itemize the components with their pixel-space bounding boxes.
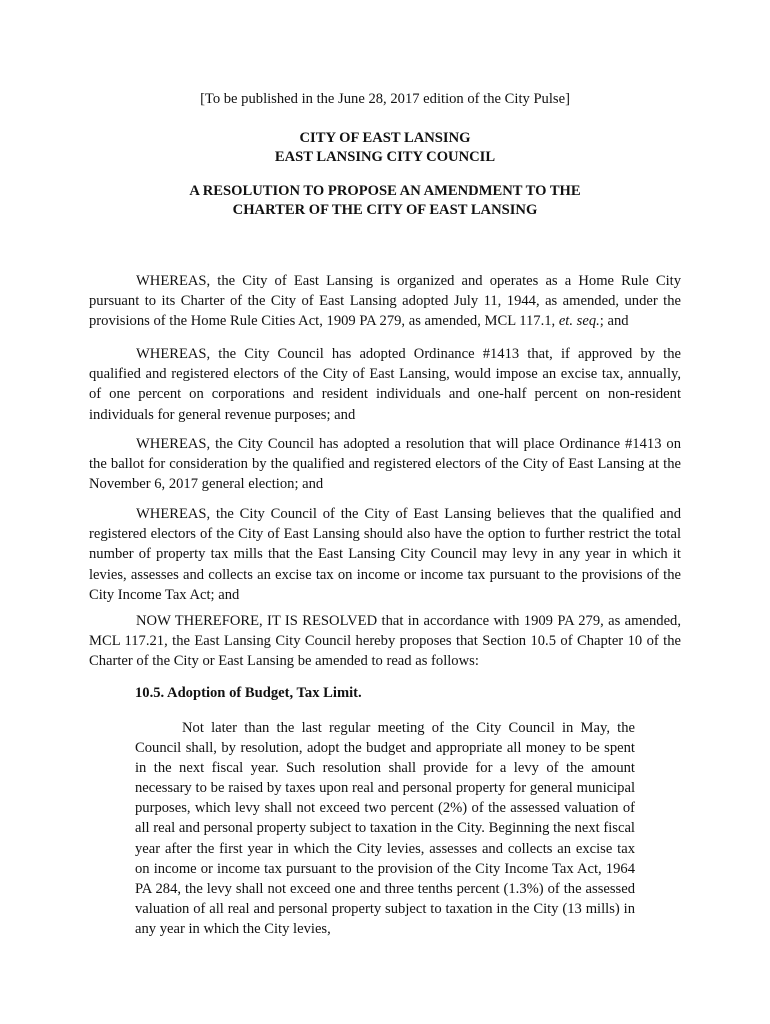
council-name: EAST LANSING CITY COUNCIL (274, 149, 496, 165)
paragraph-text: WHEREAS, the City Council has adopted Ordinance #1413 that, if approved by the qualified and registered electors of the City of East Lansing, would impose an excise tax, annually, of one percent on corporations and resident individuals and one-half percent on non-resident individuals for general revenue purposes; and (89, 346, 681, 423)
city-name: CITY OF EAST LANSING (299, 130, 471, 146)
section-heading: 10.5. Adoption of Budget, Tax Limit. (135, 685, 362, 701)
organization-header (0, 129, 770, 167)
whereas-paragraph-3 (89, 434, 681, 495)
paragraph-text: WHEREAS, the City Council has adopted a resolution that will place Ordinance #1413 on the ballot for consideration by the qualified and registered electors of the City of East Lansing at the November 6, 2017 general election; and (89, 436, 681, 493)
publication-note (0, 90, 770, 109)
whereas-paragraph-2 (89, 344, 681, 425)
paragraph-text: NOW THEREFORE, IT IS RESOLVED that in accordance with 1909 PA 279, as amended, MCL 117.21, the East Lansing City Council hereby proposes that Section 10.5 of Chapter 10 of the Charter of the City or East Lansing be amended to read as follows: (89, 613, 681, 670)
paragraph-text (89, 271, 681, 332)
section-body: Not later than the last regular meeting of the City Council in May, the Council shall, by resolution, adopt the budget and appropriate all money to be spent in the next fiscal year. Such resolution shall provide for a levy of the amount necessary to be raised by taxes upon real and personal property for general municipal purposes, which levy shall not exceed two percent (2%) of the assessed valuation of all real and personal property subject to taxation in the City. Beginning the next fiscal year after the first year in which the City levies, assesses and collects an excise tax on income or income tax pursuant to the provision of the City Income Tax Act, 1964 PA 284, the levy shall not exceed one and three tenths percent (1.3%) of the assessed valuation of all real and personal property subject to taxation in the City (13 mills) in any year in which the City levies, (135, 720, 635, 937)
whereas-paragraph-1 (89, 271, 681, 332)
resolved-paragraph (89, 611, 681, 672)
publication-note-text: [To be published in the June 28, 2017 edition of the City Pulse] (200, 91, 570, 107)
paragraph-text-tail: ; and (599, 313, 629, 330)
resolution-title-line-1: A RESOLUTION TO PROPOSE AN AMENDMENT TO THE (189, 183, 581, 199)
whereas-paragraph-4 (89, 504, 681, 605)
paragraph-text: WHEREAS, the City Council of the City of East Lansing believes that the qualified and registered electors of the City of East Lansing should also have the option to further restrict the total number of property tax mills that the East Lansing City Council may levy in any year in which it levies, assesses and collects an excise tax on income or income tax pursuant to the provisions of the City Income Tax Act; and (89, 506, 681, 603)
resolution-title-line-2: CHARTER OF THE CITY OF EAST LANSING (232, 202, 538, 218)
paragraph-text-main: WHEREAS, the City of East Lansing is organized and operates as a Home Rule City pursuant to its Charter of the City of East Lansing adopted July 11, 1944, as amended, under the provisions of the Home Rule Cities Act, 1909 PA 279, as amended, MCL 117.1, (89, 273, 681, 330)
resolution-title (0, 182, 770, 220)
paragraph-text-italic: et. seq. (558, 313, 600, 330)
